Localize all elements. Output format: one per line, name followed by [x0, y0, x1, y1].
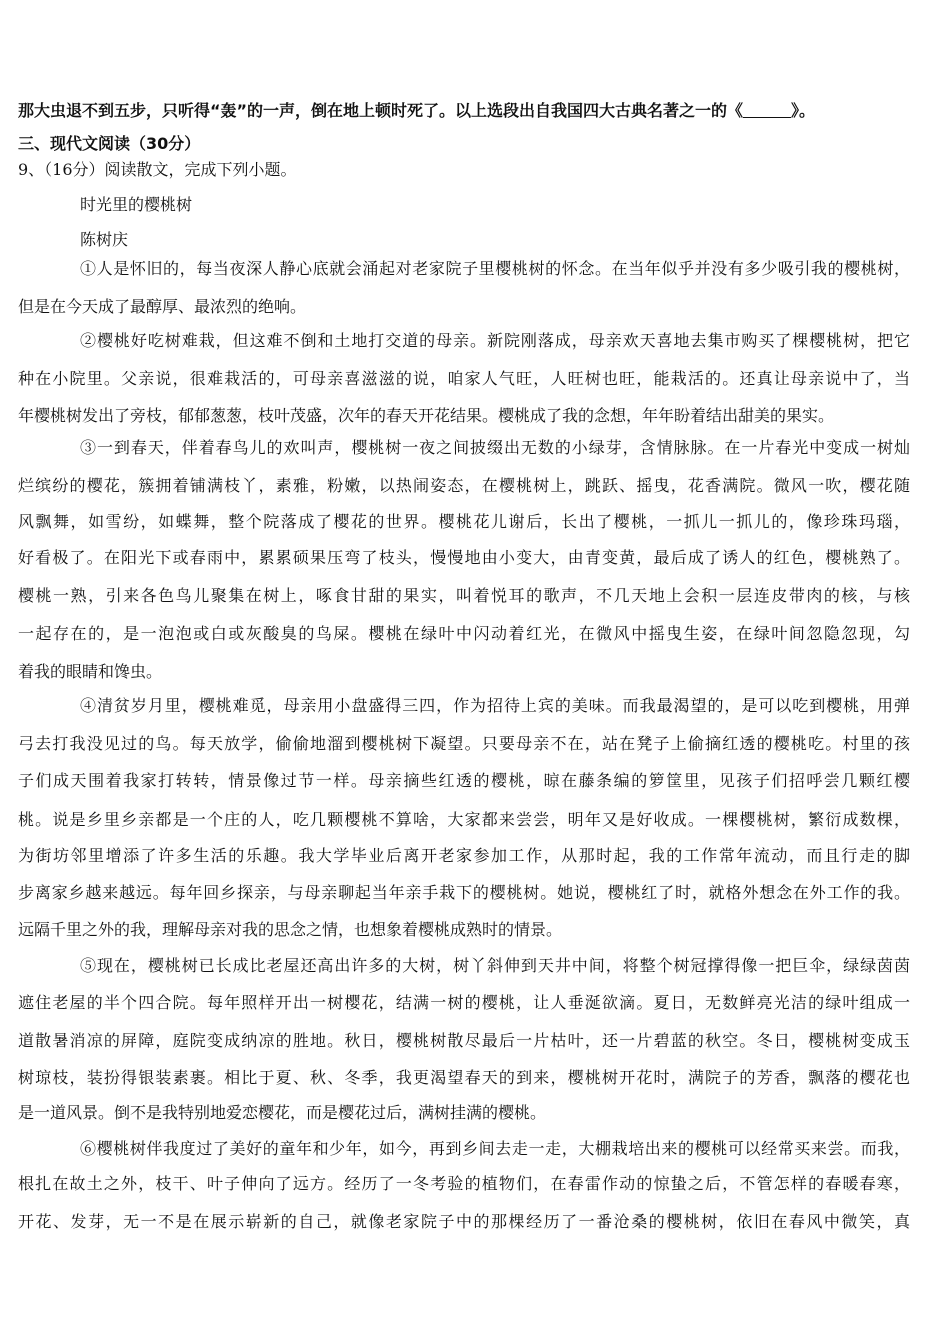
essay-line: 一起存在的，是一泡泡或白或灰酸臭的鸟屎。樱桃在绿叶中闪动着红光，在微风中摇曳生姿，在绿叶间忽隐忽现，勾: [18, 624, 910, 643]
essay-line: 好看极了。在阳光下或春雨中，累累硕果压弯了枝头，慢慢地由小变大，由青变黄，最后成了诱人的红色，樱桃熟了。: [18, 548, 910, 567]
essay-author: 陈树庆: [80, 230, 129, 249]
intro-line: [18, 101, 815, 121]
essay-line: ②樱桃好吃树难栽，但这难不倒和土地打交道的母亲。新院刚落成，母亲欢天喜地去集市购买了棵樱桃树，把它: [80, 331, 910, 350]
essay-line: 是一道风景。倒不是我特别地爱恋樱花，而是樱花过后，满树挂满的樱桃。: [18, 1103, 547, 1122]
essay-line: 种在小院里。父亲说，很难栽活的，可母亲喜滋滋的说，咱家人气旺，人旺树也旺，能栽活的。还真让母亲说中了，当: [18, 369, 910, 388]
essay-line: 但是在今天成了最醇厚、最浓烈的绝响。: [18, 297, 307, 316]
essay-line: 步离家乡越来越远。每年回乡探亲，与母亲聊起当年亲手栽下的樱桃树。她说，樱桃红了时，就格外想念在外工作的我。: [18, 883, 910, 902]
essay-line: ①人是怀旧的，每当夜深人静心底就会涌起对老家院子里樱桃树的怀念。在当年似乎并没有多少吸引我的樱桃树，: [80, 259, 910, 278]
essay-line: 着我的眼睛和馋虫。: [18, 662, 163, 681]
essay-line: 风飘舞，如雪纷，如蝶舞，整个院落成了樱花的世界。樱桃花儿谢后，长出了樱桃，一抓儿一抓儿的，像珍珠玛瑙，: [18, 512, 910, 531]
essay-line: 遮住老屋的半个四合院。每年照样开出一树樱花，结满一树的樱桃，让人垂涎欲滴。夏日，无数鲜亮光洁的绿叶组成一: [18, 993, 910, 1012]
section-heading: 三、现代文阅读（30分）: [18, 134, 201, 153]
essay-line: 为街坊邻里增添了许多生活的乐趣。我大学毕业后离开老家参加工作，从那时起，我的工作常年流动，而且行走的脚: [18, 846, 910, 865]
essay-line: ⑥樱桃树伴我度过了美好的童年和少年，如今，再到乡间去走一走，大棚栽培出来的樱桃可以经常买来尝。而我，: [80, 1139, 910, 1158]
essay-line: 年樱桃树发出了旁枝，郁郁葱葱，枝叶茂盛，次年的春天开花结果。樱桃成了我的念想，年年盼着结出甜美的果实。: [18, 406, 835, 425]
essay-line: 子们成天围着我家打转转，情景像过节一样。母亲摘些红透的樱桃，晾在藤条编的箩筐里，见孩子们招呼尝几颗红樱: [18, 771, 910, 790]
intro-line-end: 》。: [791, 101, 816, 120]
essay-line: 桃。说是乡里乡亲都是一个庄的人，吃几颗樱桃不算啥，大家都来尝尝，明年又是好收成。一棵樱桃树，繁衍成数棵，: [18, 810, 910, 829]
essay-line: 树琼枝，装扮得银装素裹。相比于夏、秋、冬季，我更渴望春天的到来，樱桃树开花时，满院子的芳香，飘落的樱花也: [18, 1068, 910, 1087]
essay-title: 时光里的樱桃树: [80, 195, 193, 214]
essay-line: 烂缤纷的樱花，簇拥着铺满枝丫，素雅，粉嫩，以热闹姿态，在樱桃树上，跳跃、摇曳，花香满院。微风一吹，樱花随: [18, 476, 910, 495]
essay-line: 开花、发芽，无一不是在展示崭新的自己，就像老家院子中的那棵经历了一番沧桑的樱桃树，依旧在春风中微笑，真: [18, 1212, 910, 1231]
essay-line: 樱桃一熟，引来各色鸟儿聚集在树上，啄食甘甜的果实，叫着悦耳的歌声，不几天地上会积一层连皮带肉的核，与核: [18, 586, 910, 605]
essay-line: ④清贫岁月里，樱桃难觅，母亲用小盘盛得三四，作为招待上宾的美味。而我最渴望的，是可以吃到樱桃，用弹: [80, 696, 910, 715]
essay-line: 根扎在故土之外，枝干、叶子伸向了远方。经历了一冬考验的植物们，在春雷作动的惊蛰之后，不管怎样的春暖春寒，: [18, 1174, 910, 1193]
essay-line: 远隔千里之外的我，理解母亲对我的思念之情，也想象着樱桃成熟时的情景。: [18, 920, 563, 939]
essay-line: 道散暑消凉的屏障，庭院变成纳凉的胜地。秋日，樱桃树散尽最后一片枯叶，还一片碧蓝的秋空。冬日，樱桃树变成玉: [18, 1031, 910, 1050]
answer-blank[interactable]: [743, 101, 791, 118]
essay-line: ③一到春天，伴着春鸟儿的欢叫声，樱桃树一夜之间披缀出无数的小绿芽，含情脉脉。在一片春光中变成一树灿: [80, 438, 910, 457]
essay-line: 弓去打我没见过的鸟。每天放学，偷偷地溜到樱桃树下凝望。只要母亲不在，站在凳子上偷摘红透的樱桃吃。村里的孩: [18, 734, 910, 753]
intro-line-text: 那大虫退不到五步，只听得“轰”的一声，倒在地上顿时死了。以上选段出自我国四大古典名著之一的《: [18, 101, 744, 120]
essay-line: ⑤现在，樱桃树已长成比老屋还高出许多的大树，树丫斜伸到天井中间，将整个树冠撑得像一把巨伞，绿绿茵茵: [80, 956, 910, 975]
question-prompt: 9、（16分）阅读散文，完成下列小题。: [18, 160, 297, 179]
